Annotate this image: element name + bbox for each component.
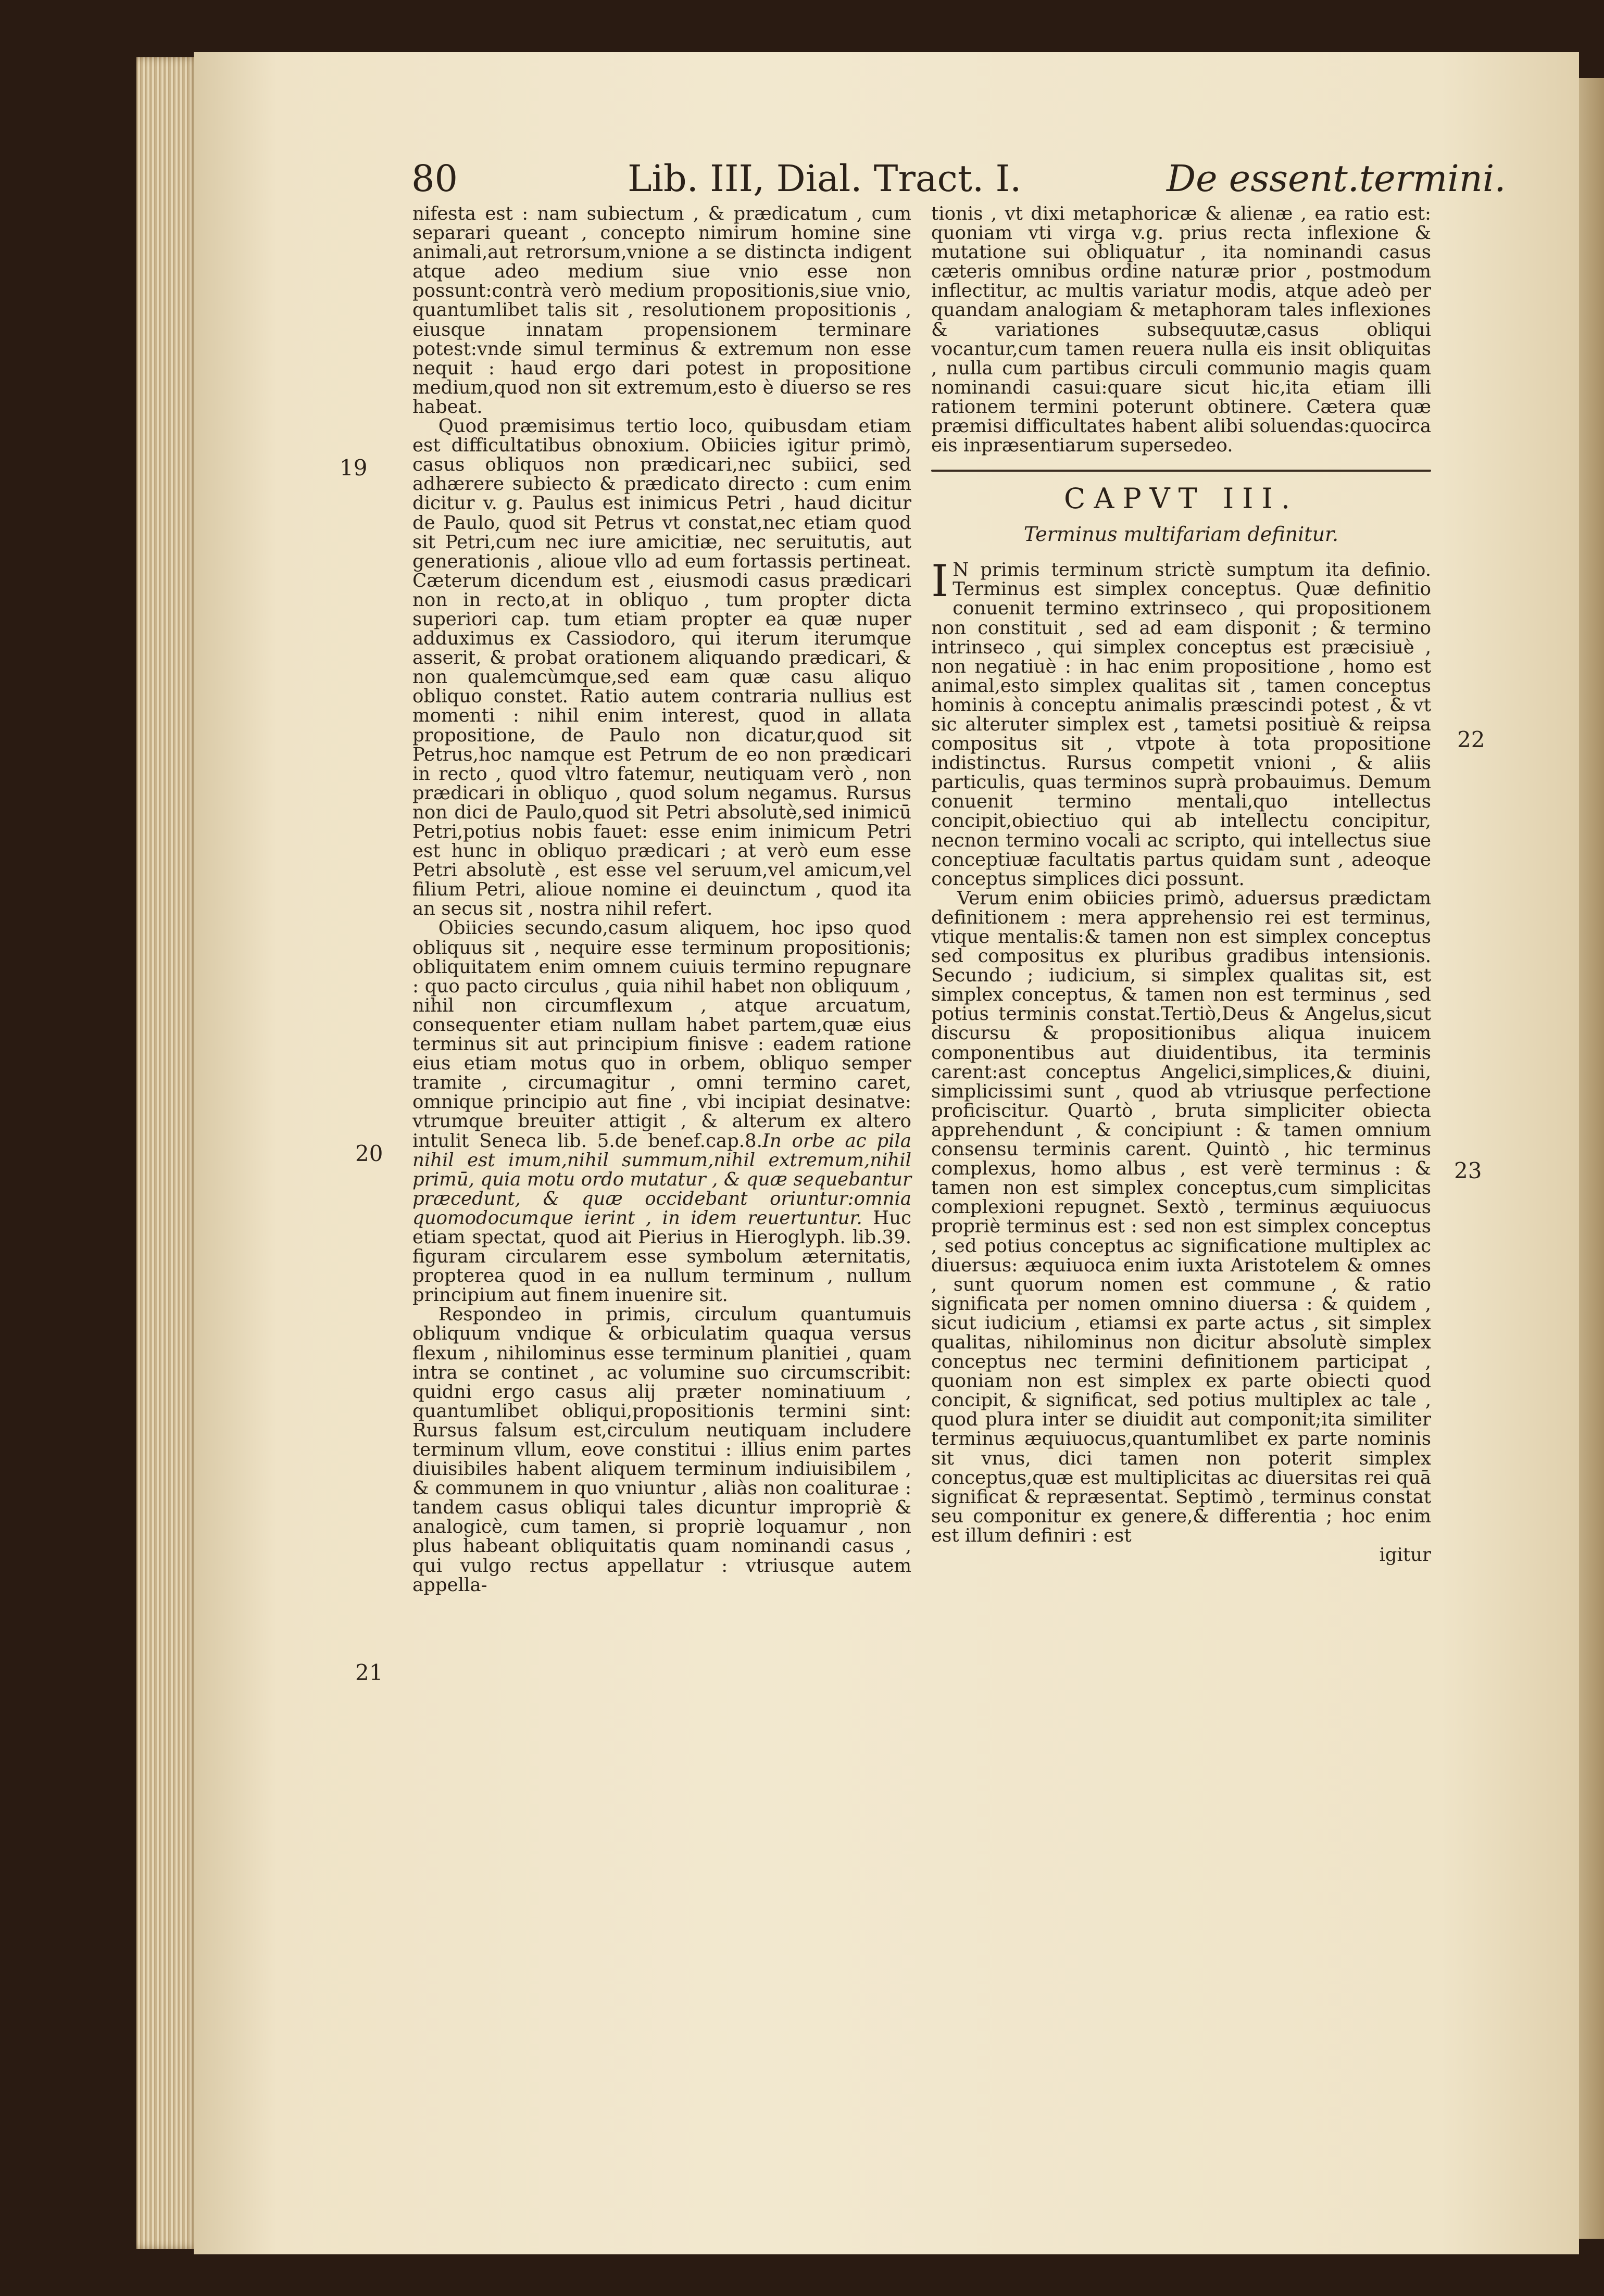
paragraph-text: N primis terminum strictè sumptum ita definio. Terminus est simplex conceptus. Quæ definitio conuenit termino extrinseco , qui propositionem non constituit , sed ad eam disponit ; & termino intrinseco , qui simplex conceptus est præcisiuè , non negatiuè : in hac enim propositione , homo est animal,esto simplex qualitas sit , tamen conceptus hominis à conceptu animalis præscindi potest , & vt sic alteruter simplex est , tametsi positiuè & reipsa compositus sit , vtpote à tota propositione indistinctus. Rursus competit vnioni , & aliis particulis, quas terminos suprà probauimus. Demum conuenit termino mentali,quo intellectus concipit,obiectiuo qui ab intellectu concipitur, necnon termino vocali ac scripto, qui intellectus siue conceptiuæ facultatis partus quidam sunt , adeoque conceptus simplices dici possunt. <box>931 559 1431 890</box>
drop-cap: I <box>931 556 949 607</box>
running-title-italic: De essent.termini. <box>1167 157 1506 200</box>
paragraph: tionis , vt dixi metaphoricæ & alienæ , ea ratio est: quoniam vti virga v.g. prius recta inflexione & mutatione sui obliquatur , ita nominandi casus cæteris omnibus ordine naturæ prior , postmodum inflectitur, ac multis variatur modis, atque adeò per quandam analogiam & metaphoram tales inflexiones & variationes subsequutæ,casus obliqui vocantur,cum tamen reuera nulla eis insit obliquitas , nulla cum partibus circuli communio magis quam nominandi casui:quare sicut hic,ita etiam illi rationem termini poterunt obtinere. Cætera quæ præmisi difficultates habent alibi soluendas:quocirca eis inpræsentiarum supersedeo. <box>931 203 1431 457</box>
page-number: 80 <box>411 157 458 200</box>
running-head <box>411 155 1506 205</box>
margin-number-19: 19 <box>340 455 368 481</box>
paragraph <box>931 556 1431 890</box>
paragraph: Quod præmisimus tertio loco, quibusdam etiam est difficultatibus obnoxium. Obiicies igitur primò, casus obliquos non prædicari,nec subiici, sed adhærere subiecto & prædicato directo : cum enim dicitur v. g. Paulus est inimicus Petri , haud dicitur de Paulo, quod sit Petrus vt constat,nec etiam quod sit Petri,cum nec iure amicitiæ, nec seruitutis, aut generationis , alioue vllo ad eum fortassis pertineat. Cæterum dicendum est , eiusmodi casus prædicari non in recto,at in obliquo , tum propter dicta superiori cap. tum etiam propter ea quæ nuper adduximus ex Cassiodoro, qui iterum iterumque asserit, & probat orationem aliquando prædicari, & non qualemcùmque,sed eam quæ casu aliquo obliquo constet. Ratio autem contraria nullius est momenti : nihil enim interest, quod in allata propositione, de Paulo non dicatur,quod sit Petrus,hoc namque est Petrum de eo non prædicari in recto , quod vltro fatemur, neutiquam verò , non prædicari in obliquo , quod solum negamus. Rursus non dici de Paulo,quod sit Petri absolutè,sed inimicū Petri,potius nobis fauet: esse enim inimicum Petri est hunc in obliquo prædicari ; at verò eum esse Petri absolutè , est esse vel seruum,vel amicum,vel filium Petri, alioue nomine ei deuinctum , quod ita an secus sit , nostra nihil refert. <box>412 415 911 920</box>
margin-number-21: 21 <box>355 1660 383 1685</box>
running-title: Lib. III, Dial. Tract. I. <box>628 157 1022 200</box>
seneca-quote: In orbe ac pila nihil est imum,nihil summum,nihil extremum,nihil primū, quia motu ordo mutatur , & quæ sequebantur præcedunt, & quæ occidebant oriuntur:omnia quomodocumque ierint , in idem reuertuntur. <box>412 1130 912 1229</box>
paragraph: Verum enim obiicies primò, aduersus prædictam definitionem : mera apprehensio rei est terminus, vtique mentalis:& tamen non est simplex conceptus sed compositus ex pluribus gradibus intensionis. Secundo ; iudicium, si simplex qualitas sit, est simplex conceptus, & tamen non est terminus , sed potius terminis constat.Tertiò,Deus & Angelus,sicut discursu & propositionibus aliqua inuicem componentibus aut diuidentibus, ita terminis carent:ast conceptus Angelici,simplices,& diuini, simplicissimi sunt , quod ab vtriusque perfectione proficiscitur. Quartò , bruta simpliciter obiecta apprehendunt , & concipiunt : & tamen omnium consensu terminis carent. Quintò , hic terminus complexus, homo albus , est verè terminus : & tamen non est simplex conceptus,cum simplicitas complexioni repugnet. Sextò , terminus æquiuocus propriè terminus est : sed non est simplex conceptus , sed potius conceptus ac significatione multiplex ac diuersus: æquiuoca enim iuxta Aristotelem & omnes , sunt quorum nomen est commune , & ratio significata per nomen omnino diuersa : & quidem , sicut iudicium , etiamsi ex parte actus , sit simplex qualitas, nihilominus non dicitur absolutè simplex conceptus nec termini definitionem participat , quoniam non est simplex ex parte obiecti quod concipit, & significat, sed potius multiplex ac tale , quod plura inter se diuidit aut componit;ita similiter terminus æquiuocus,quantumlibet ex parte nominis sit vnus, dici tamen non poterit simplex conceptus,quæ est multiplicitas ac diuersitas rei quā significat & repræsentat. Septimò , terminus constat seu componitur ex genere,& differentia ; hoc enim est illum definiri : est <box>931 887 1431 1546</box>
paragraph-text: Obiicies secundo,casum aliquem, hoc ipso quod obliquus sit , nequire esse terminum propositionis; obliquitatem enim omnem cuiuis termino repugnare : quo pacto circulus , quia nihil habet non obliquum , nihil non circumflexum , atque arcuatum, consequenter etiam nullam habet partem,quæ eius terminus sit aut principium finisve : eadem ratione eius etiam motus quo in orbem, obliquo semper tramite , circumagitur , omni termino caret, omnique principio aut fine , vbi incipiat desinatve: vtrumque breuiter attigit , & alterum ex altero intulit Seneca lib. 5.de benef.cap.8. <box>412 917 911 1152</box>
right-column <box>931 204 1431 1565</box>
paragraph: nifesta est : nam subiectum , & prædicatum , cum separari queant , concepto nimirum homine sine animali,aut retrorsum,vnione a se distincta indigent atque adeo medium siue vnio esse non possunt:contrà verò medium propositionis,siue vnio, quantumlibet talis sit , resolutionem propositionis , eiusque innatam propensionem terminare potest:vnde simul terminus & extremum non esse nequit : haud ergo dari potest in propositione medium,quod non sit extremum,esto è diuerso se res habeat. <box>412 203 911 418</box>
left-column <box>412 204 911 1595</box>
margin-number-22: 22 <box>1457 727 1485 752</box>
book-page-edges <box>136 57 199 2249</box>
section-divider <box>931 470 1431 472</box>
paragraph <box>412 918 911 1305</box>
margin-number-20: 20 <box>355 1141 383 1166</box>
paragraph: Respondeo in primis, circulum quantumuis obliquum vndique & orbiculatim quaqua versus flexum , nihilominus esse terminum planitiei , quam intra se continet , ac volumine suo circumscribit: quidni ergo casus alij præter nominatiuum , quantumlibet obliqui,propositionis termini sint: Rursus falsum est,circulum neutiquam includere terminum vllum, eove constitui : illius enim partes diuisibiles habent aliquem terminum indiuisibilem , & communem in quo vniuntur , aliàs non coaliturae : tandem casus obliqui tales dicuntur impropriè & analogicè, cum tamen, si propriè loquamur , non plus habeant obliquitatis quam nominandi casus , qui vulgo rectus appellatur : vtriusque autem appella- <box>412 1304 911 1596</box>
chapter-heading: CAPVT III. <box>1064 482 1298 515</box>
paragraph-text: Huc etiam spectat, quod ait Pierius in Hieroglyph. lib.39. figuram circularem esse symbolum æternitatis, propterea quod in ea nullum terminum , nullum principium aut finem inuenire sit. <box>412 1207 911 1306</box>
margin-number-23: 23 <box>1454 1158 1482 1183</box>
catchword: igitur <box>1379 1544 1431 1566</box>
chapter-subtitle: Terminus multifariam definitur. <box>1023 523 1339 546</box>
